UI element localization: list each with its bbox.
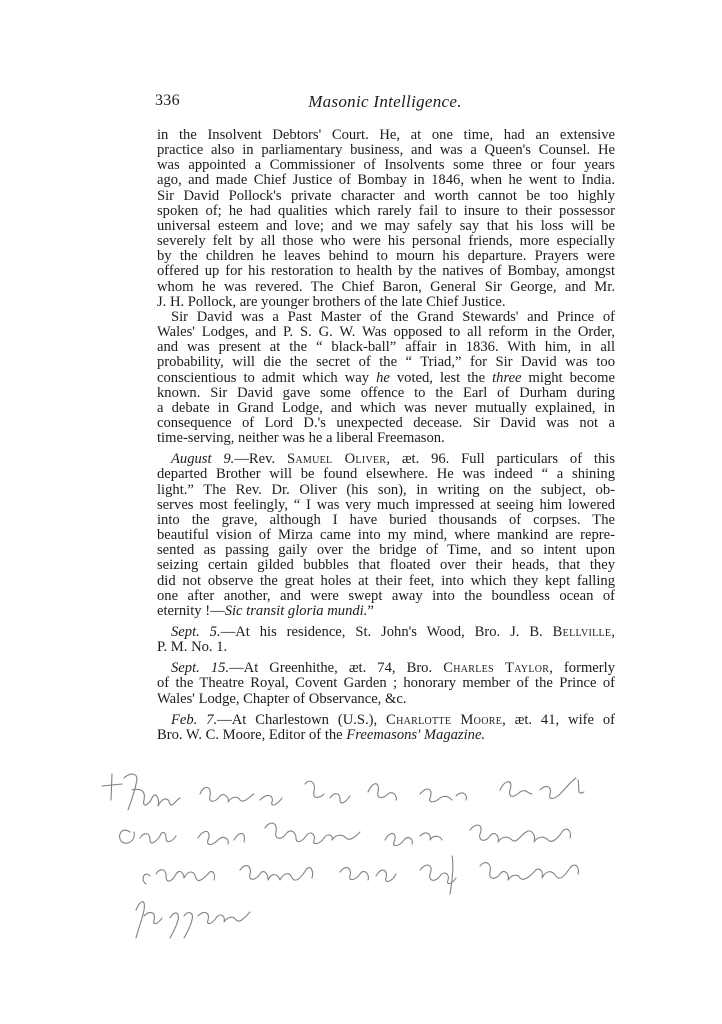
text-line (157, 728, 615, 743)
handwritten-note-ink (100, 770, 640, 940)
text-line: J. H. Pollock, are younger brothers of the late Chief Justice. (157, 293, 506, 310)
text-line: known. Sir David gave some offence to the Earl of Durham during (157, 384, 615, 401)
deceased-name: Charlotte Moore (386, 711, 503, 728)
text-run: —Rev. (234, 451, 287, 468)
magazine-title: Freemasons' Magazine. (346, 726, 486, 743)
entry-date: Feb. 7. (171, 711, 218, 728)
text-run: , formerly (549, 660, 615, 677)
text-line: Wales' Lodge, Chapter of Observance, &c. (157, 690, 407, 707)
text-line: severely felt by all those who were his personal friends, more especially (157, 233, 615, 250)
text-line (157, 625, 615, 640)
obituary-text (157, 128, 615, 743)
text-line (157, 661, 615, 676)
text-line: was appointed a Commissioner of Insolvents some three or four years (157, 157, 615, 174)
deceased-name: Charles Taylor (443, 660, 550, 677)
text-line: sented as passing gaily over the bridge of Time, and so intent upon (157, 542, 615, 559)
text-line: Sir David was a Past Master of the Grand Stewards' and Prince of (171, 308, 615, 325)
text-line (157, 452, 615, 467)
text-run: —At Charlestown (U.S.), (217, 711, 387, 728)
text-line: Sir David Pollock's private character and worth cannot be too highly (157, 187, 615, 204)
text-run: Bro. W. C. Moore, Editor of the (157, 726, 347, 743)
text-line: by the children he leaves behind to mourn his departure. Prayers were (157, 248, 615, 265)
text-run: eternity !— (157, 602, 225, 619)
text-line: probability, will die the secret of the “ Triad,” for Sir David was too (157, 354, 615, 371)
text-line: one after another, and were swept away into the boundless ocean of (157, 587, 615, 604)
text-line: into the grave, although I have buried thousands of corpses. The (157, 511, 615, 528)
text-line: departed Brother will be found elsewhere. He was indeed “ a shining (157, 466, 615, 483)
entry-date: Sept. 5. (171, 624, 221, 640)
text-line: P. M. No. 1. (157, 639, 228, 656)
text-line: a debate in Grand Lodge, and which was never mutually explained, in (157, 399, 615, 416)
page-number: 336 (155, 92, 180, 109)
text-run-italic: three (492, 369, 522, 386)
text-line: light.” The Rev. Dr. Oliver (his son), in writing on the subject, ob- (157, 481, 615, 498)
running-title: Masonic Intelligence. (308, 92, 462, 111)
text-line: universal esteem and love; and we may safely say that his loss will be (157, 217, 615, 234)
text-line: spoken of; he had qualities which rarely fail to insure to their possessor (157, 202, 615, 219)
text-line (157, 371, 615, 386)
handwritten-note (100, 770, 640, 940)
text-run: , æt. 96. Full particulars of this (386, 451, 615, 468)
text-run: might become (521, 369, 616, 386)
text-line: in the Insolvent Debtors' Court. He, at one time, had an extensive (157, 127, 615, 143)
text-run: —At Greenhithe, æt. 74, Bro. (229, 660, 444, 677)
text-line: Wales' Lodges, and P. S. G. W. Was opposed to all reform in the Order, (157, 324, 615, 341)
text-run: , (611, 624, 615, 640)
entry-date: Sept. 15. (171, 660, 230, 677)
text-line: whom he was revered. The Chief Baron, General Sir George, and Mr. (157, 278, 615, 295)
text-run: ” (367, 602, 374, 619)
text-run: —At his residence, St. John's Wood, Bro. J. B. (220, 624, 553, 640)
deceased-name: Samuel Oliver (286, 451, 387, 468)
text-run: , æt. 41, wife of (502, 711, 615, 728)
text-run: voted, lest the (389, 369, 493, 386)
text-line: beautiful vision of Mirza came into my mind, where mankind are repre- (157, 527, 615, 544)
text-line: and was present at the “ black-ball” affair in 1836. With him, in all (157, 339, 615, 356)
text-line: of the Theatre Royal, Covent Garden ; honorary member of the Prince of (157, 675, 615, 692)
text-run: conscientious to admit which way (157, 369, 377, 386)
deceased-name: Bellville (552, 624, 612, 640)
page-header (155, 92, 615, 116)
text-line (157, 604, 615, 619)
text-line: ago, and made Chief Justice of Bombay in 1846, when he went to India. (157, 172, 615, 189)
text-run-italic: he (376, 369, 390, 386)
text-line: offered up for his restoration to health by the natives of Bombay, amongst (157, 263, 615, 280)
entry-date: August 9. (171, 451, 235, 468)
text-line: practice also in parliamentary business, and was a Queen's Counsel. He (157, 142, 615, 159)
text-line (157, 713, 615, 728)
text-line: seizing certain gilded bubbles that floated over their heads, that they (157, 557, 615, 574)
text-line: serves most feelingly, “ I was very much impressed at seeing him lowered (157, 496, 615, 513)
latin-quote: Sic transit gloria mundi. (224, 602, 368, 619)
text-line: time-serving, neither was he a liberal Freemason. (157, 430, 445, 447)
text-line: consequence of Lord D.'s unexpected decease. Sir David was not a (157, 414, 615, 431)
text-line: did not observe the great holes at their feet, into which they kept falling (157, 572, 615, 589)
